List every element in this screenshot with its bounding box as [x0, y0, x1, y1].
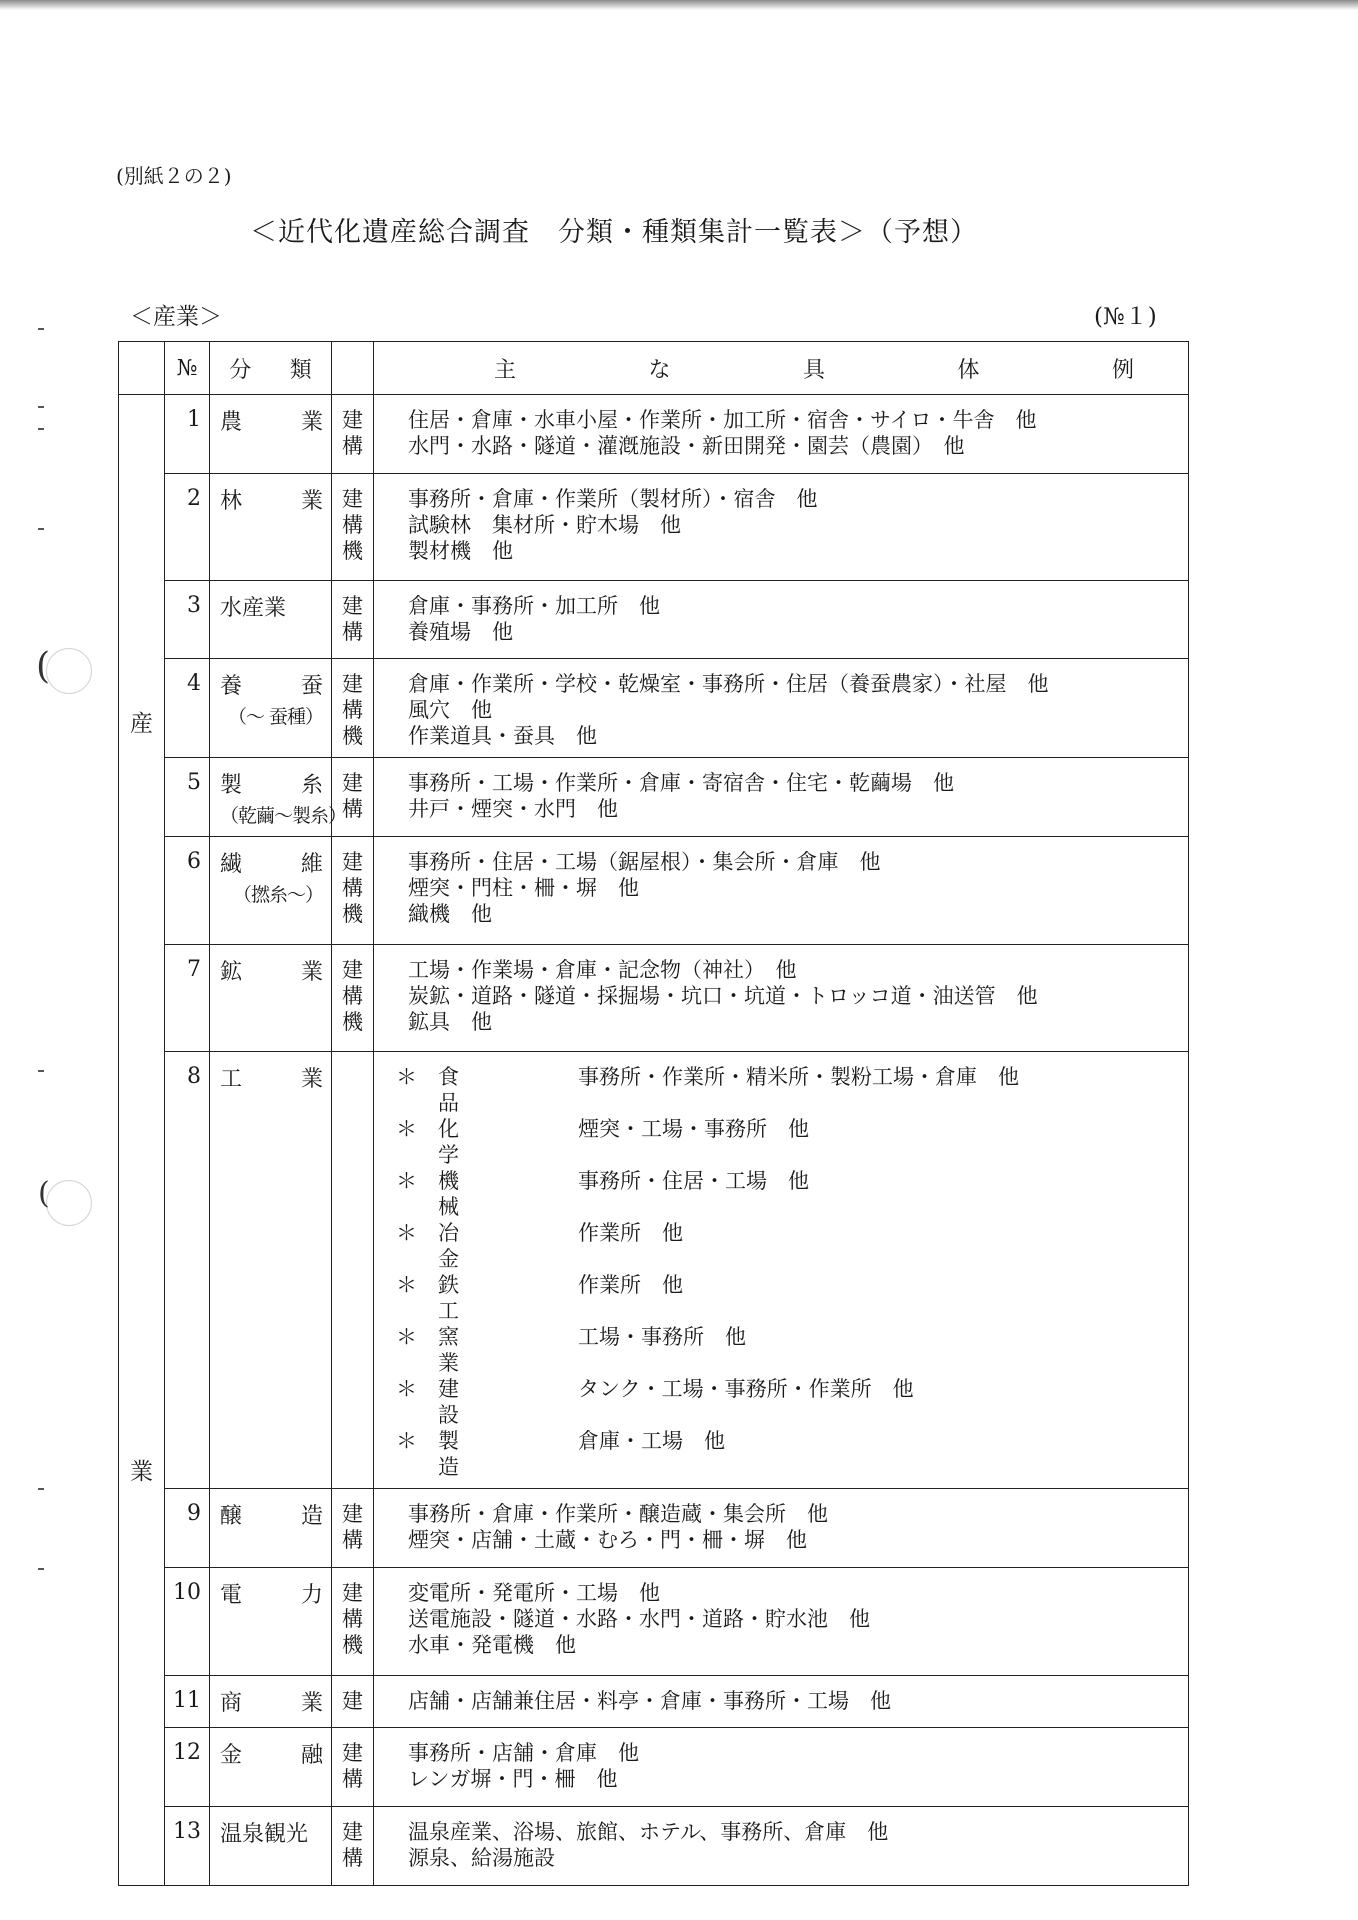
type-mark: 構 — [342, 1528, 363, 1552]
example-line: レンガ塀・門・柵 他 — [408, 1767, 618, 1791]
category-name: 商 業 — [220, 1691, 323, 1716]
table-row — [119, 659, 1189, 758]
example-line: 織機 他 — [408, 902, 492, 926]
type-cell — [332, 1728, 374, 1807]
table-row — [119, 1489, 1189, 1568]
table-row — [119, 1807, 1189, 1886]
punch-hole — [46, 1180, 92, 1226]
header-group — [119, 342, 165, 395]
subcategory-name: 鉄 工 — [438, 1273, 459, 1323]
type-mark: 機 — [342, 1010, 363, 1034]
group-label-cell — [119, 395, 165, 1886]
row-number: 10 — [165, 1568, 210, 1676]
type-cell — [332, 1807, 374, 1886]
table-row — [119, 1676, 1189, 1728]
subcategory-examples: 煙突・工場・事務所 他 — [578, 1117, 809, 1141]
category-range: （撚糸～） — [232, 884, 323, 906]
category-cell — [210, 1489, 332, 1568]
type-mark: 構 — [342, 1846, 363, 1870]
type-mark: 機 — [342, 539, 363, 563]
type-mark: 建 — [342, 958, 363, 982]
classification-table — [118, 341, 1189, 1886]
subcategory-name: 冶 金 — [438, 1221, 459, 1271]
industry-subcategory — [396, 1324, 1178, 1376]
type-mark: 構 — [342, 797, 363, 821]
type-mark: 構 — [342, 698, 363, 722]
examples-cell — [374, 1728, 1189, 1807]
type-mark: 建 — [342, 1689, 363, 1713]
asterisk-mark: ＊ — [396, 1065, 417, 1089]
row-number: 7 — [165, 945, 210, 1052]
type-mark: 建 — [342, 408, 363, 432]
category-range: （～ 蚕種） — [227, 706, 323, 728]
example-line: 井戸・煙突・水門 他 — [408, 797, 618, 821]
type-mark: 建 — [342, 1741, 363, 1765]
category-cell — [210, 1728, 332, 1807]
scan-mark — [38, 528, 44, 530]
example-line: 風穴 他 — [408, 698, 492, 722]
table-row — [119, 945, 1189, 1052]
examples-cell — [374, 1807, 1189, 1886]
example-line: 炭鉱・道路・隧道・採掘場・坑口・坑道・トロッコ道・油送管 他 — [408, 984, 1038, 1008]
type-cell — [332, 659, 374, 758]
examples-cell — [374, 1489, 1189, 1568]
subcategory-examples: 事務所・住居・工場 他 — [578, 1169, 809, 1193]
subcategory-examples: 作業所 他 — [578, 1221, 683, 1245]
scan-mark — [38, 1488, 44, 1490]
category-cell — [210, 945, 332, 1052]
examples-cell — [374, 758, 1189, 837]
scan-mark — [38, 1568, 44, 1570]
attachment-label: (別紙２の２) — [116, 164, 232, 188]
category-name: 金 融 — [220, 1743, 323, 1768]
row-number: 9 — [165, 1489, 210, 1568]
type-mark: 構 — [342, 513, 363, 537]
table-row — [119, 1052, 1189, 1489]
industry-subcategory — [396, 1116, 1178, 1168]
category-name: 林 業 — [220, 489, 323, 514]
scan-mark — [38, 428, 44, 430]
group-label-char: 業 — [130, 1459, 153, 1485]
type-mark: 機 — [342, 724, 363, 748]
example-line: 水車・発電機 他 — [408, 1633, 576, 1657]
type-cell — [332, 945, 374, 1052]
example-line: 事務所・店舗・倉庫 他 — [408, 1741, 639, 1765]
category-name: 製 糸 — [220, 773, 323, 798]
header-examples: 主 な 具 体 例 — [374, 342, 1189, 395]
asterisk-mark: ＊ — [396, 1273, 417, 1297]
type-mark: 建 — [342, 487, 363, 511]
example-line: 煙突・門柱・柵・塀 他 — [408, 876, 639, 900]
category-cell — [210, 659, 332, 758]
table-row — [119, 837, 1189, 945]
example-line: 製材機 他 — [408, 539, 513, 563]
category-name: 農 業 — [220, 410, 323, 435]
subcategory-examples: 事務所・作業所・精米所・製粉工場・倉庫 他 — [578, 1065, 1019, 1089]
category-cell — [210, 837, 332, 945]
row-number: 3 — [165, 581, 210, 659]
industry-subcategory — [396, 1064, 1178, 1116]
examples-cell — [374, 1676, 1189, 1728]
type-cell — [332, 1676, 374, 1728]
subcategory-examples: 工場・事務所 他 — [578, 1325, 746, 1349]
type-cell — [332, 474, 374, 581]
example-line: 鉱具 他 — [408, 1010, 492, 1034]
examples-cell — [374, 395, 1189, 474]
example-line: 事務所・住居・工場（鋸屋根）・集会所・倉庫 他 — [408, 850, 881, 874]
scan-mark — [38, 1070, 44, 1072]
type-mark: 構 — [342, 876, 363, 900]
example-line: 事務所・工場・作業所・倉庫・寄宿舎・住宅・乾繭場 他 — [408, 771, 954, 795]
category-cell — [210, 581, 332, 659]
example-line: 店舗・店舗兼住居・料亭・倉庫・事務所・工場 他 — [408, 1689, 891, 1713]
type-mark: 建 — [342, 850, 363, 874]
scan-mark — [38, 328, 44, 330]
type-mark: 建 — [342, 672, 363, 696]
category-name: 温泉観光 — [220, 1822, 309, 1847]
category-cell — [210, 1807, 332, 1886]
asterisk-mark: ＊ — [396, 1221, 417, 1245]
example-line: 倉庫・作業所・学校・乾燥室・事務所・住居（養蚕農家）・社屋 他 — [408, 672, 1049, 696]
subcategory-name: 化 学 — [438, 1117, 459, 1167]
example-line: 住居・倉庫・水車小屋・作業所・加工所・宿舎・サイロ・牛舎 他 — [408, 408, 1037, 432]
page-title: ＜近代化遺産総合調査 分類・種類集計一覧表＞（予想） — [250, 217, 978, 248]
subcategory-name: 製 造 — [438, 1429, 459, 1479]
examples-cell — [374, 659, 1189, 758]
section-label: ＜産業＞ — [130, 304, 222, 330]
subcategory-examples: 作業所 他 — [578, 1273, 683, 1297]
scan-top-edge — [0, 0, 1358, 10]
row-number: 8 — [165, 1052, 210, 1489]
table-row — [119, 581, 1189, 659]
industry-subcategory — [396, 1168, 1178, 1220]
category-cell — [210, 474, 332, 581]
scan-mark — [38, 406, 44, 408]
type-mark: 構 — [342, 1767, 363, 1791]
examples-cell — [374, 1052, 1189, 1489]
example-line: 水門・水路・隧道・灌漑施設・新田開発・園芸（農園） 他 — [408, 434, 965, 458]
category-name: 水産業 — [220, 596, 287, 621]
examples-cell — [374, 581, 1189, 659]
subcategory-name: 窯 業 — [438, 1325, 459, 1375]
category-cell — [210, 395, 332, 474]
type-mark: 構 — [342, 984, 363, 1008]
asterisk-mark: ＊ — [396, 1429, 417, 1453]
asterisk-mark: ＊ — [396, 1325, 417, 1349]
type-mark: 建 — [342, 1581, 363, 1605]
type-cell — [332, 837, 374, 945]
subcategory-examples: タンク・工場・事務所・作業所 他 — [578, 1377, 914, 1401]
industry-subcategory — [396, 1272, 1178, 1324]
category-name: 工 業 — [220, 1067, 323, 1092]
examples-cell — [374, 1568, 1189, 1676]
type-mark: 建 — [342, 1502, 363, 1526]
type-mark: 建 — [342, 1820, 363, 1844]
type-cell — [332, 581, 374, 659]
examples-cell — [374, 945, 1189, 1052]
row-number: 6 — [165, 837, 210, 945]
category-name: 電 力 — [220, 1583, 323, 1608]
category-range: （乾繭～製糸） — [220, 805, 347, 827]
example-line: 作業道具・蚕具 他 — [408, 724, 597, 748]
category-cell — [210, 758, 347, 837]
example-line: 送電施設・隧道・水路・水門・道路・貯水池 他 — [408, 1607, 870, 1631]
asterisk-mark: ＊ — [396, 1169, 417, 1193]
category-cell — [210, 1676, 332, 1728]
page-number: (№１) — [1094, 304, 1157, 330]
row-number: 4 — [165, 659, 210, 758]
industry-subcategory — [396, 1220, 1178, 1272]
category-cell — [210, 1052, 332, 1489]
type-mark: 機 — [342, 902, 363, 926]
punch-hole-mark: ( — [36, 646, 51, 687]
category-cell — [210, 1568, 332, 1676]
type-mark: 構 — [342, 434, 363, 458]
example-line: 試験林 集材所・貯木場 他 — [408, 513, 681, 537]
category-name: 養 蚕 — [220, 674, 323, 699]
row-number: 5 — [165, 758, 210, 837]
table-row — [119, 758, 1189, 837]
example-line: 源泉、給湯施設 — [408, 1846, 555, 1870]
type-mark: 機 — [342, 1633, 363, 1657]
subcategory-name: 食 品 — [438, 1065, 459, 1115]
table-row — [119, 1568, 1189, 1676]
industry-subcategory — [396, 1376, 1178, 1428]
industry-subcategory — [396, 1428, 1178, 1480]
type-cell — [332, 1052, 374, 1489]
type-cell — [332, 1489, 374, 1568]
header-no: № — [165, 342, 210, 395]
example-line: 事務所・倉庫・作業所（製材所）・宿舎 他 — [408, 487, 818, 511]
asterisk-mark: ＊ — [396, 1117, 417, 1141]
row-number: 1 — [165, 395, 210, 474]
example-line: 温泉産業、浴場、旅館、ホテル、事務所、倉庫 他 — [408, 1820, 889, 1844]
type-cell — [332, 395, 374, 474]
type-mark: 建 — [342, 594, 363, 618]
row-number: 11 — [165, 1676, 210, 1728]
table-row — [119, 1728, 1189, 1807]
punch-hole — [46, 648, 92, 694]
example-line: 養殖場 他 — [408, 620, 513, 644]
row-number: 13 — [165, 1807, 210, 1886]
asterisk-mark: ＊ — [396, 1377, 417, 1401]
example-line: 倉庫・事務所・加工所 他 — [408, 594, 660, 618]
row-number: 12 — [165, 1728, 210, 1807]
example-line: 変電所・発電所・工場 他 — [408, 1581, 660, 1605]
row-number: 2 — [165, 474, 210, 581]
header-type — [332, 342, 374, 395]
type-cell — [332, 1568, 374, 1676]
punch-hole-mark: ( — [38, 1176, 50, 1211]
type-mark: 構 — [342, 620, 363, 644]
table-row — [119, 474, 1189, 581]
type-mark: 構 — [342, 1607, 363, 1631]
example-line: 煙突・店舗・土蔵・むろ・門・柵・塀 他 — [408, 1528, 807, 1552]
category-name: 鉱 業 — [220, 960, 323, 985]
category-name: 醸 造 — [220, 1504, 323, 1529]
subcategory-examples: 倉庫・工場 他 — [578, 1429, 725, 1453]
example-line: 事務所・倉庫・作業所・醸造蔵・集会所 他 — [408, 1502, 828, 1526]
subcategory-name: 建 設 — [438, 1377, 459, 1427]
examples-cell — [374, 474, 1189, 581]
header-category: 分 類 — [210, 342, 332, 395]
table-header-row — [119, 342, 1189, 395]
group-label-char: 産 — [130, 711, 153, 737]
example-line: 工場・作業場・倉庫・記念物（神社） 他 — [408, 958, 797, 982]
examples-cell — [374, 837, 1189, 945]
subcategory-name: 機 械 — [438, 1169, 459, 1219]
type-mark: 建 — [342, 771, 363, 795]
table-row — [119, 395, 1189, 474]
category-name: 繊 維 — [220, 852, 323, 877]
